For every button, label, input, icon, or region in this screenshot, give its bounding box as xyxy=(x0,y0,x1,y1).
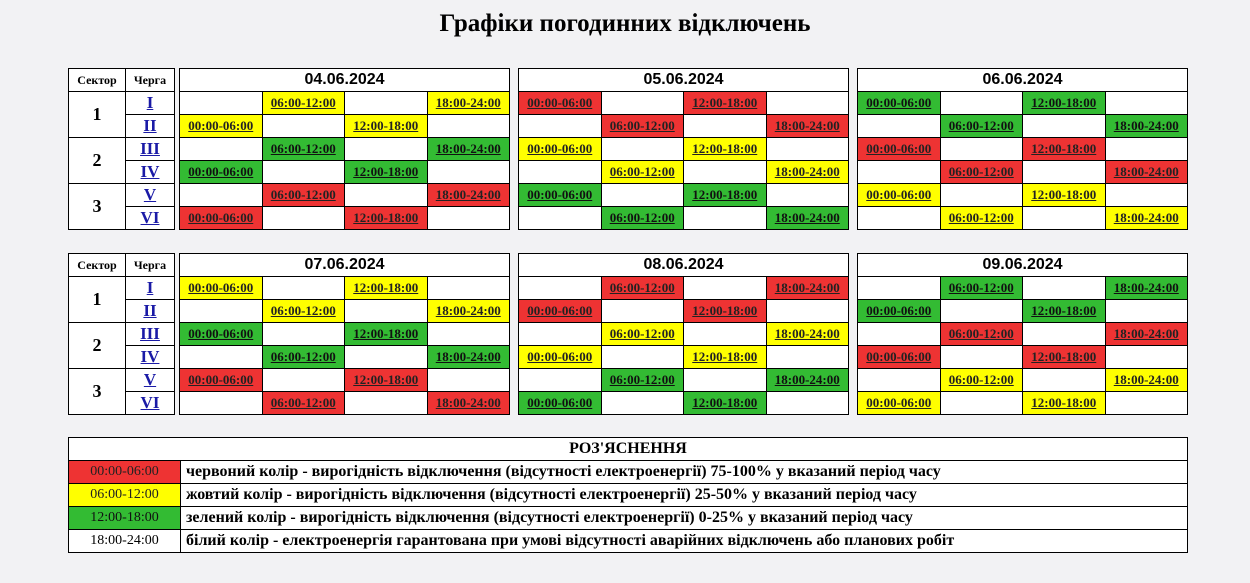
empty-slot xyxy=(601,300,684,323)
schedule-row xyxy=(858,300,1188,323)
schedule-row xyxy=(180,277,510,300)
outage-slot: 12:00-18:00 xyxy=(684,346,767,369)
schedule-row xyxy=(519,115,849,138)
outage-slot: 18:00-24:00 xyxy=(766,323,849,346)
empty-slot xyxy=(180,392,263,415)
day-schedule-0 xyxy=(179,68,510,230)
legend-swatch-yellow: 06:00-12:00 xyxy=(69,484,181,507)
empty-slot xyxy=(180,300,263,323)
schedule-row xyxy=(858,369,1188,392)
schedule-row xyxy=(858,392,1188,415)
outage-slot: 00:00-06:00 xyxy=(180,207,263,230)
empty-slot xyxy=(858,369,941,392)
outage-slot: 12:00-18:00 xyxy=(1023,184,1106,207)
legend-table xyxy=(68,437,1188,553)
empty-slot xyxy=(1105,392,1188,415)
empty-slot xyxy=(180,92,263,115)
schedule-row xyxy=(180,92,510,115)
queue-link-4[interactable]: IV xyxy=(140,347,160,366)
outage-slot: 06:00-12:00 xyxy=(262,392,345,415)
legend-title: РОЗ'ЯСНЕННЯ xyxy=(69,438,1188,461)
sector-header: Сектор xyxy=(69,254,126,277)
empty-slot xyxy=(345,92,428,115)
outage-slot: 06:00-12:00 xyxy=(601,161,684,184)
schedule-row xyxy=(180,207,510,230)
schedule-row xyxy=(519,138,849,161)
empty-slot xyxy=(684,277,767,300)
queue-link-6[interactable]: VI xyxy=(140,393,160,412)
outage-slot: 06:00-12:00 xyxy=(601,115,684,138)
outage-slot: 06:00-12:00 xyxy=(262,184,345,207)
outage-slot: 18:00-24:00 xyxy=(766,277,849,300)
empty-slot xyxy=(940,92,1023,115)
queue-header: Черга xyxy=(126,69,175,92)
queue-link-1[interactable]: I xyxy=(146,93,154,112)
empty-slot xyxy=(1023,115,1106,138)
outage-slot: 18:00-24:00 xyxy=(1105,115,1188,138)
empty-slot xyxy=(519,115,602,138)
empty-slot xyxy=(262,369,345,392)
outage-slot: 18:00-24:00 xyxy=(1105,207,1188,230)
outage-slot: 00:00-06:00 xyxy=(519,184,602,207)
empty-slot xyxy=(766,300,849,323)
sector-cell: 2 xyxy=(69,138,126,184)
schedule-row xyxy=(180,369,510,392)
schedule-row xyxy=(858,161,1188,184)
empty-slot xyxy=(427,161,510,184)
schedule-row xyxy=(519,369,849,392)
outage-slot: 18:00-24:00 xyxy=(1105,277,1188,300)
empty-slot xyxy=(427,323,510,346)
outage-slot: 06:00-12:00 xyxy=(601,277,684,300)
outage-slot: 12:00-18:00 xyxy=(684,184,767,207)
empty-slot xyxy=(858,161,941,184)
outage-slot: 12:00-18:00 xyxy=(684,392,767,415)
outage-slot: 12:00-18:00 xyxy=(684,138,767,161)
outage-slot: 06:00-12:00 xyxy=(262,92,345,115)
outage-slot: 12:00-18:00 xyxy=(345,277,428,300)
outage-slot: 18:00-24:00 xyxy=(766,115,849,138)
outage-slot: 06:00-12:00 xyxy=(940,323,1023,346)
sector-cell: 1 xyxy=(69,92,126,138)
outage-slot: 00:00-06:00 xyxy=(858,392,941,415)
legend-desc-green: зелений колір - вирогідність відключення (відсутності електроенергії) 0-25% у вказаний період часу xyxy=(181,507,1188,530)
schedule-row xyxy=(180,138,510,161)
outage-slot: 06:00-12:00 xyxy=(262,346,345,369)
schedule-row xyxy=(519,92,849,115)
outage-slot: 00:00-06:00 xyxy=(180,369,263,392)
schedule-row xyxy=(180,392,510,415)
sector-cell: 3 xyxy=(69,369,126,415)
empty-slot xyxy=(519,161,602,184)
empty-slot xyxy=(601,392,684,415)
queue-link-5[interactable]: V xyxy=(143,370,157,389)
day-date-header: 05.06.2024 xyxy=(519,69,849,92)
outage-slot: 00:00-06:00 xyxy=(858,138,941,161)
empty-slot xyxy=(766,184,849,207)
outage-slot: 06:00-12:00 xyxy=(940,277,1023,300)
day-schedule-1 xyxy=(518,68,849,230)
empty-slot xyxy=(262,207,345,230)
schedule-row xyxy=(180,184,510,207)
schedule-row xyxy=(858,277,1188,300)
outage-slot: 18:00-24:00 xyxy=(427,346,510,369)
empty-slot xyxy=(519,277,602,300)
queue-link-3[interactable]: III xyxy=(140,139,160,158)
outage-slot: 12:00-18:00 xyxy=(1023,138,1106,161)
empty-slot xyxy=(1105,92,1188,115)
sector-header: Сектор xyxy=(69,69,126,92)
outage-slot: 18:00-24:00 xyxy=(427,392,510,415)
empty-slot xyxy=(180,184,263,207)
outage-slot: 12:00-18:00 xyxy=(345,115,428,138)
outage-slot: 00:00-06:00 xyxy=(180,115,263,138)
outage-slot: 00:00-06:00 xyxy=(519,392,602,415)
outage-slot: 18:00-24:00 xyxy=(427,92,510,115)
day-schedule-3 xyxy=(179,253,510,415)
empty-slot xyxy=(766,392,849,415)
outage-slot: 18:00-24:00 xyxy=(766,369,849,392)
empty-slot xyxy=(1105,300,1188,323)
sector-cell: 3 xyxy=(69,184,126,230)
empty-slot xyxy=(684,323,767,346)
outage-slot: 00:00-06:00 xyxy=(180,277,263,300)
empty-slot xyxy=(427,369,510,392)
schedule-row xyxy=(858,323,1188,346)
day-date-header: 08.06.2024 xyxy=(519,254,849,277)
legend-swatch-green: 12:00-18:00 xyxy=(69,507,181,530)
empty-slot xyxy=(684,369,767,392)
empty-slot xyxy=(262,323,345,346)
queue-link-6[interactable]: VI xyxy=(140,208,160,227)
empty-slot xyxy=(1023,323,1106,346)
empty-slot xyxy=(766,92,849,115)
outage-slot: 06:00-12:00 xyxy=(940,115,1023,138)
day-date-header: 04.06.2024 xyxy=(180,69,510,92)
sector-queue-table-bottom xyxy=(68,253,175,415)
empty-slot xyxy=(427,277,510,300)
outage-slot: 12:00-18:00 xyxy=(1023,300,1106,323)
outage-slot: 18:00-24:00 xyxy=(427,300,510,323)
empty-slot xyxy=(519,207,602,230)
queue-link-4[interactable]: IV xyxy=(140,162,160,181)
empty-slot xyxy=(601,138,684,161)
legend-swatch-red: 00:00-06:00 xyxy=(69,461,181,484)
schedule-row xyxy=(858,115,1188,138)
outage-slot: 18:00-24:00 xyxy=(1105,161,1188,184)
outage-slot: 12:00-18:00 xyxy=(1023,346,1106,369)
outage-slot: 12:00-18:00 xyxy=(345,369,428,392)
outage-slot: 06:00-12:00 xyxy=(940,161,1023,184)
empty-slot xyxy=(1105,184,1188,207)
outage-slot: 06:00-12:00 xyxy=(940,207,1023,230)
empty-slot xyxy=(940,138,1023,161)
schedule-row xyxy=(519,207,849,230)
empty-slot xyxy=(601,92,684,115)
empty-slot xyxy=(519,323,602,346)
legend-desc-red: червоний колір - вирогідність відключення (відсутності електроенергії) 75-100% у вказаний період часу xyxy=(181,461,1188,484)
empty-slot xyxy=(1023,277,1106,300)
schedule-row xyxy=(858,184,1188,207)
schedule-row xyxy=(858,92,1188,115)
empty-slot xyxy=(180,138,263,161)
schedule-row xyxy=(858,138,1188,161)
outage-slot: 12:00-18:00 xyxy=(345,323,428,346)
schedule-row xyxy=(180,323,510,346)
schedule-row xyxy=(180,300,510,323)
empty-slot xyxy=(345,346,428,369)
queue-header: Черга xyxy=(126,254,175,277)
empty-slot xyxy=(858,323,941,346)
outage-slot: 18:00-24:00 xyxy=(766,207,849,230)
outage-slot: 00:00-06:00 xyxy=(858,92,941,115)
queue-link-5[interactable]: V xyxy=(143,185,157,204)
outage-slot: 00:00-06:00 xyxy=(519,92,602,115)
outage-slot: 06:00-12:00 xyxy=(262,300,345,323)
outage-slot: 00:00-06:00 xyxy=(519,138,602,161)
schedule-row xyxy=(519,323,849,346)
outage-slot: 06:00-12:00 xyxy=(262,138,345,161)
empty-slot xyxy=(940,392,1023,415)
queue-link-3[interactable]: III xyxy=(140,324,160,343)
queue-link-2[interactable]: II xyxy=(143,301,157,320)
empty-slot xyxy=(684,161,767,184)
schedule-row xyxy=(180,161,510,184)
legend-swatch-white: 18:00-24:00 xyxy=(69,530,181,553)
empty-slot xyxy=(940,184,1023,207)
sector-queue-table-top xyxy=(68,68,175,230)
empty-slot xyxy=(1105,138,1188,161)
outage-slot: 06:00-12:00 xyxy=(940,369,1023,392)
empty-slot xyxy=(601,346,684,369)
empty-slot xyxy=(345,138,428,161)
schedule-row xyxy=(519,300,849,323)
queue-link-2[interactable]: II xyxy=(143,116,157,135)
empty-slot xyxy=(858,277,941,300)
outage-slot: 18:00-24:00 xyxy=(427,138,510,161)
day-schedule-4 xyxy=(518,253,849,415)
empty-slot xyxy=(766,346,849,369)
schedule-row xyxy=(858,207,1188,230)
outage-slot: 12:00-18:00 xyxy=(1023,392,1106,415)
outage-slot: 00:00-06:00 xyxy=(180,161,263,184)
outage-slot: 00:00-06:00 xyxy=(180,323,263,346)
empty-slot xyxy=(345,300,428,323)
outage-slot: 00:00-06:00 xyxy=(519,346,602,369)
empty-slot xyxy=(262,115,345,138)
schedule-row xyxy=(519,277,849,300)
empty-slot xyxy=(684,207,767,230)
empty-slot xyxy=(180,346,263,369)
day-schedule-5 xyxy=(857,253,1188,415)
outage-slot: 00:00-06:00 xyxy=(858,300,941,323)
empty-slot xyxy=(940,300,1023,323)
outage-slot: 06:00-12:00 xyxy=(601,323,684,346)
outage-slot: 12:00-18:00 xyxy=(345,207,428,230)
empty-slot xyxy=(427,207,510,230)
empty-slot xyxy=(262,161,345,184)
sector-cell: 2 xyxy=(69,323,126,369)
empty-slot xyxy=(427,115,510,138)
outage-slot: 18:00-24:00 xyxy=(427,184,510,207)
day-date-header: 07.06.2024 xyxy=(180,254,510,277)
outage-slot: 00:00-06:00 xyxy=(858,184,941,207)
empty-slot xyxy=(1023,161,1106,184)
outage-slot: 00:00-06:00 xyxy=(519,300,602,323)
outage-slot: 12:00-18:00 xyxy=(345,161,428,184)
legend-desc-yellow: жовтий колір - вирогідність відключення (відсутності електроенергії) 25-50% у вказаний період часу xyxy=(181,484,1188,507)
schedule-row xyxy=(519,392,849,415)
schedule-row xyxy=(180,346,510,369)
page-title: Графіки погодинних відключень xyxy=(439,10,811,37)
empty-slot xyxy=(345,392,428,415)
empty-slot xyxy=(1023,207,1106,230)
empty-slot xyxy=(1105,346,1188,369)
outage-slot: 12:00-18:00 xyxy=(1023,92,1106,115)
schedule-row xyxy=(519,161,849,184)
empty-slot xyxy=(684,115,767,138)
day-date-header: 09.06.2024 xyxy=(858,254,1188,277)
schedule-row xyxy=(519,184,849,207)
empty-slot xyxy=(519,369,602,392)
outage-slot: 18:00-24:00 xyxy=(766,161,849,184)
outage-slot: 12:00-18:00 xyxy=(684,92,767,115)
empty-slot xyxy=(858,115,941,138)
empty-slot xyxy=(1023,369,1106,392)
schedule-row xyxy=(519,346,849,369)
outage-slot: 06:00-12:00 xyxy=(601,207,684,230)
empty-slot xyxy=(345,184,428,207)
empty-slot xyxy=(262,277,345,300)
day-date-header: 06.06.2024 xyxy=(858,69,1188,92)
outage-slot: 12:00-18:00 xyxy=(684,300,767,323)
outage-slot: 18:00-24:00 xyxy=(1105,369,1188,392)
empty-slot xyxy=(858,207,941,230)
outage-slot: 18:00-24:00 xyxy=(1105,323,1188,346)
schedule-row xyxy=(180,115,510,138)
empty-slot xyxy=(940,346,1023,369)
schedule-row xyxy=(858,346,1188,369)
empty-slot xyxy=(601,184,684,207)
day-schedule-2 xyxy=(857,68,1188,230)
empty-slot xyxy=(766,138,849,161)
legend-desc-white: білий колір - електроенергія гарантована при умові відсутності аварійних відключень або планових робіт xyxy=(181,530,1188,553)
queue-link-1[interactable]: I xyxy=(146,278,154,297)
sector-cell: 1 xyxy=(69,277,126,323)
outage-slot: 06:00-12:00 xyxy=(601,369,684,392)
outage-slot: 00:00-06:00 xyxy=(858,346,941,369)
